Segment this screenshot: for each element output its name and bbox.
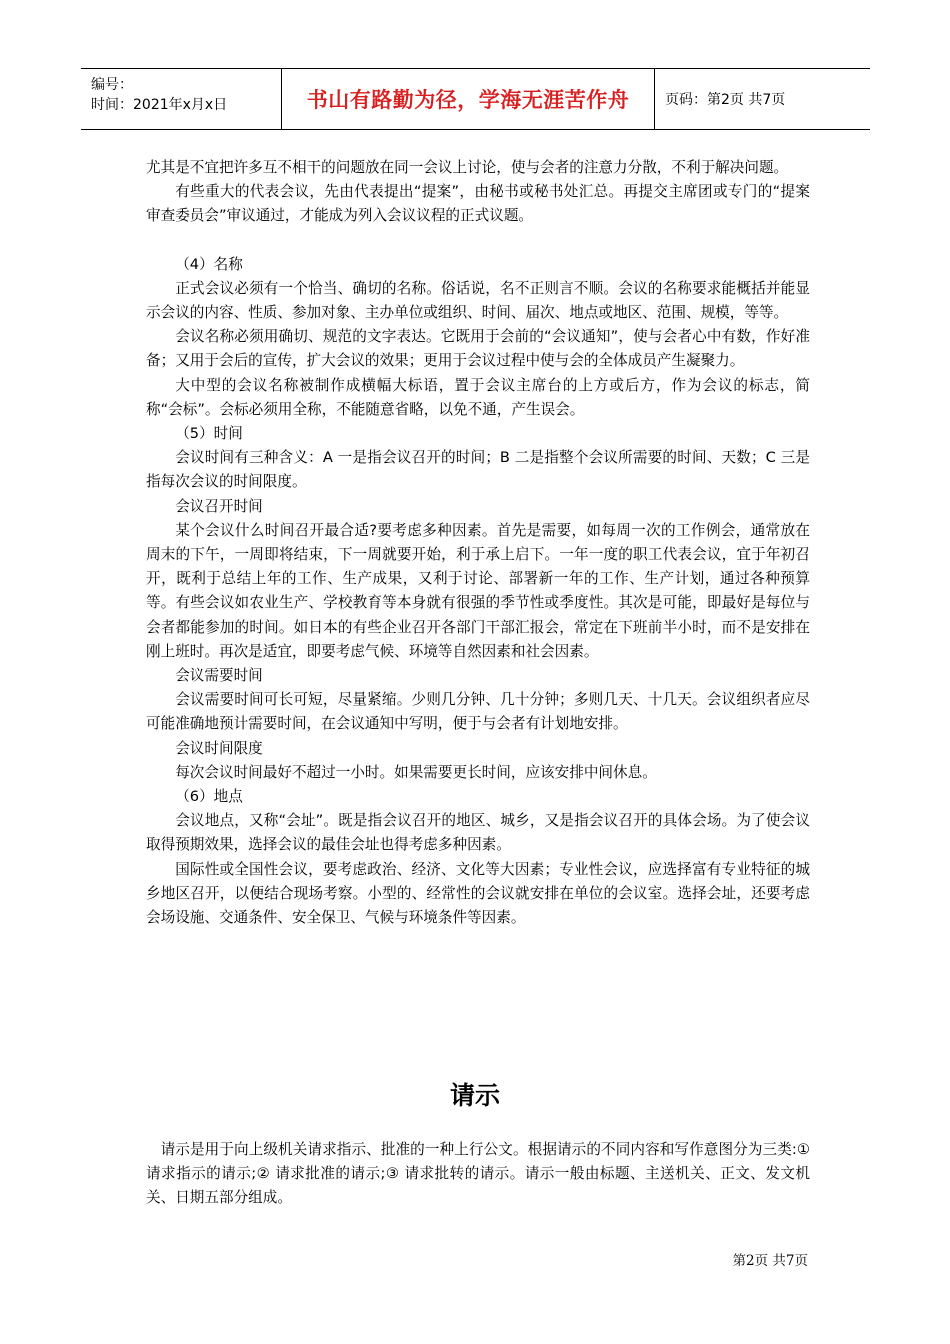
header-meta — [81, 69, 282, 129]
document-date: 时间：2021年x月x日 — [91, 97, 228, 113]
subheading-time: （5）时间 — [175, 425, 243, 443]
subheading: 会议时间限度 — [175, 739, 263, 757]
section-title: 请示 — [449, 1081, 500, 1110]
document-number: 编号： — [91, 77, 133, 93]
paragraph: 大中型的会议名称被制作成横幅大标语，置于会议主席台的上方或后方，作为会议的标志，简称“会标”。会标必须用全称，不能随意省略，以免不通，产生误会。 — [146, 376, 810, 418]
paragraph: 会议地点，又称“会址”。既是指会议召开的地区、城乡，又是指会议召开的具体会场。为了使会议取得预期效果，选择会议的最佳会址也得考虑多种因素。 — [146, 812, 810, 854]
paragraph: 请示是用于向上级机关请求指示、批准的一种上行公文。根据请示的不同内容和写作意图分为三类:① 请求指示的请示;② 请求批准的请示;③ 请求批转的请示。请示一般由标题、主送机关、正文、发文机关、日期五部分组成。 — [146, 1141, 810, 1207]
subheading: 会议召开时间 — [175, 497, 263, 515]
header-page-number: 页码：第2页 共7页 — [665, 92, 786, 108]
page-footer: 第2页 共7页 — [732, 1253, 808, 1269]
header-motto: 书山有路勤为径，学海无涯苦作舟 — [282, 69, 655, 129]
paragraph: 有些重大的代表会议，先由代表提出“提案”，由秘书或秘书处汇总。再提交主席团或专门的“提案审查委员会”审议通过，才能成为列入会议议程的正式议题。 — [146, 183, 810, 225]
paragraph: 每次会议时间最好不超过一小时。如果需要更长时间，应该安排中间休息。 — [175, 763, 657, 781]
paragraph: 国际性或全国性会议，要考虑政治、经济、文化等大因素；专业性会议，应选择富有专业特征的城乡地区召开，以便结合现场考察。小型的、经常性的会议就安排在单位的会议室。选择会址，还要考虑会场设施、交通条件、安全保卫、气候与环境条件等因素。 — [146, 860, 810, 927]
document-body — [146, 156, 810, 930]
paragraph: 正式会议必须有一个恰当、确切的名称。俗话说，名不正则言不顺。会议的名称要求能概括并能显示会议的内容、性质、参加对象、主办单位或组织、时间、届次、地点或地区、范围、规模，等等。 — [146, 279, 810, 322]
paragraph: 尤其是不宜把许多互不相干的问题放在同一会议上讨论，使与会者的注意力分散，不利于解决问题。 — [146, 159, 789, 176]
subheading-location: （6）地点 — [175, 788, 243, 806]
subheading: 会议需要时间 — [175, 667, 263, 685]
paragraph: 会议时间有三种含义：A 一是指会议召开的时间；B 二是指整个会议所需要的时间、天数；C 三是指每次会议的时间限度。 — [146, 449, 810, 491]
page-header — [81, 68, 870, 130]
paragraph: 会议名称必须用确切、规范的文字表达。它既用于会前的“会议通知”，使与会者心中有数，作好准备；又用于会后的宣传，扩大会议的效果；更用于会议过程中使与会的全体成员产生凝聚力。 — [146, 328, 810, 370]
paragraph: 某个会议什么时间召开最合适?要考虑多种因素。首先是需要，如每周一次的工作例会，通常放在周末的下午，一周即将结束，下一周就要开始，利于承上启下。一年一度的职工代表会议，宜于年初召开，既利于总结上年的工作、生产成果，又利于讨论、部署新一年的工作、生产计划，通过各种预算等。有些会议如农业生产、学校教育等本身就有很强的季节性或季度性。其次是可能，即最好是每位与会者都能参加的时间。如日本的有些企业召开各部门干部汇报会，常定在下班前半小时，而不是安排在刚上班时。再次是适宜，即要考虑气候、环境等自然因素和社会因素。 — [146, 521, 810, 660]
subheading-name: （4）名称 — [175, 255, 243, 273]
section-body — [146, 1138, 810, 1211]
paragraph: 会议需要时间可长可短，尽量紧缩。少则几分钟、几十分钟；多则几天、十几天。会议组织者应尽可能准确地预计需要时间，在会议通知中写明，便于与会者有计划地安排。 — [146, 691, 810, 733]
